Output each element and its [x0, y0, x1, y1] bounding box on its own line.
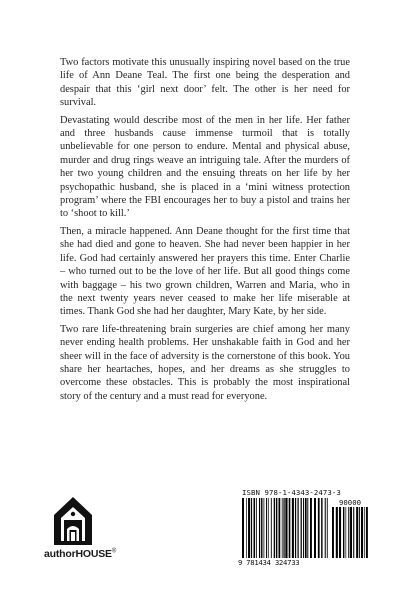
blurb-paragraph-4: Two rare life-threatening brain surgeries are chief among her many never ending health problems. Her unshakable faith in God and her sheer will in the face of adversity is the cornerstone of this book. You share her heartaches, hopes, and her dreams as she struggles to overcome these obstacles. This is probably the most inspirational story of the century and a must read for everyone. — [60, 323, 350, 402]
barcode-bar — [301, 498, 302, 558]
barcode-bar — [279, 498, 281, 558]
barcode-bar — [321, 498, 322, 558]
barcode-bar — [283, 498, 284, 558]
barcode-bar — [276, 498, 277, 558]
barcode-bar — [246, 498, 247, 558]
isbn-barcode — [238, 488, 370, 571]
barcode-bar — [305, 498, 307, 558]
ean-digits: 9 781434 324733 — [238, 558, 300, 567]
barcode-bar — [298, 498, 299, 558]
barcode-bar — [327, 498, 328, 558]
isbn-label: ISBN 978-1-4343-2473-3 — [242, 488, 341, 497]
barcode-bar — [292, 498, 294, 558]
barcode-bar — [271, 498, 272, 558]
barcode-bar — [343, 507, 344, 558]
barcode-bar — [332, 507, 334, 558]
blurb-text — [60, 56, 350, 407]
ean-barcode-bars — [242, 498, 328, 558]
barcode-bar — [248, 498, 250, 558]
barcode-bar — [348, 507, 349, 558]
barcode-bar — [268, 498, 269, 558]
barcode-bar — [350, 507, 352, 558]
barcode-bar — [361, 507, 363, 558]
blurb-paragraph-1: Two factors motivate this unusually inspiring novel based on the true life of Ann Deane Teal. The first one being the desperation and despair that this ‘girl next door’ felt. The other is her need for survival. — [60, 57, 350, 109]
barcode-bar — [310, 498, 312, 558]
barcode-bar — [359, 507, 360, 558]
barcode-bar — [264, 498, 265, 558]
barcode-bar — [325, 498, 326, 558]
barcode-bar — [256, 498, 257, 558]
barcode-bar — [274, 498, 275, 558]
publisher-name — [44, 548, 124, 560]
barcode-bar — [251, 498, 252, 558]
barcode-bar — [261, 498, 262, 558]
price-addon-code: 90000 — [339, 498, 361, 507]
registered-mark: ® — [111, 548, 117, 555]
barcode-bar — [266, 498, 267, 558]
barcode-bar — [289, 498, 291, 558]
barcode-bar — [254, 498, 256, 558]
blurb-paragraph-3: Then, a miracle happened. Ann Deane thought for the first time that she had died and gone to heaven. She had never been happier in her life. God had certainly answered her prayers this time. Enter Charlie – who turned out to be the love of her life. But all good things come with baggage – his two grown children, Warren and Maria, who in the next twenty years never ceased to make her life miserable at times. Thank God she had her daughter, Mary Kate, by her side. — [60, 225, 350, 318]
publisher-logo — [44, 493, 117, 568]
barcode-bar — [314, 498, 316, 558]
barcode-bar — [303, 498, 304, 558]
barcode-bar — [282, 498, 283, 558]
barcode-bar — [295, 498, 296, 558]
barcode-bar — [364, 507, 365, 558]
barcode-bar — [336, 507, 338, 558]
barcode-bar — [242, 498, 244, 558]
barcode-bar — [356, 507, 358, 558]
authorhouse-logo-icon — [50, 493, 96, 547]
barcode-bar — [307, 498, 308, 558]
barcode-bar — [339, 507, 341, 558]
barcode-bar — [318, 498, 320, 558]
barcode-bar — [366, 507, 368, 558]
barcode-bar — [353, 507, 354, 558]
publisher-name-text: authorHOUSE — [44, 548, 112, 560]
blurb-paragraph-2: Devastating would describe most of the men in her life. Her father and three husbands cause immense turmoil that is totally unbelievable for one person to endure. Mental and physical abuse, murder and drug rings weave an intriguing tale. After the murders of her two young children and the ensuing threats on her life by her psychopathic husband, she is placed in a ‘mini witness protection program’ where the FBI encourages her to buy a pistol and trains her to ‘shoot to kill.’ — [60, 114, 350, 220]
barcode-bar — [345, 507, 346, 558]
barcode-bar — [259, 498, 260, 558]
addon-barcode-bars — [332, 507, 368, 558]
barcode-bar — [285, 498, 287, 558]
